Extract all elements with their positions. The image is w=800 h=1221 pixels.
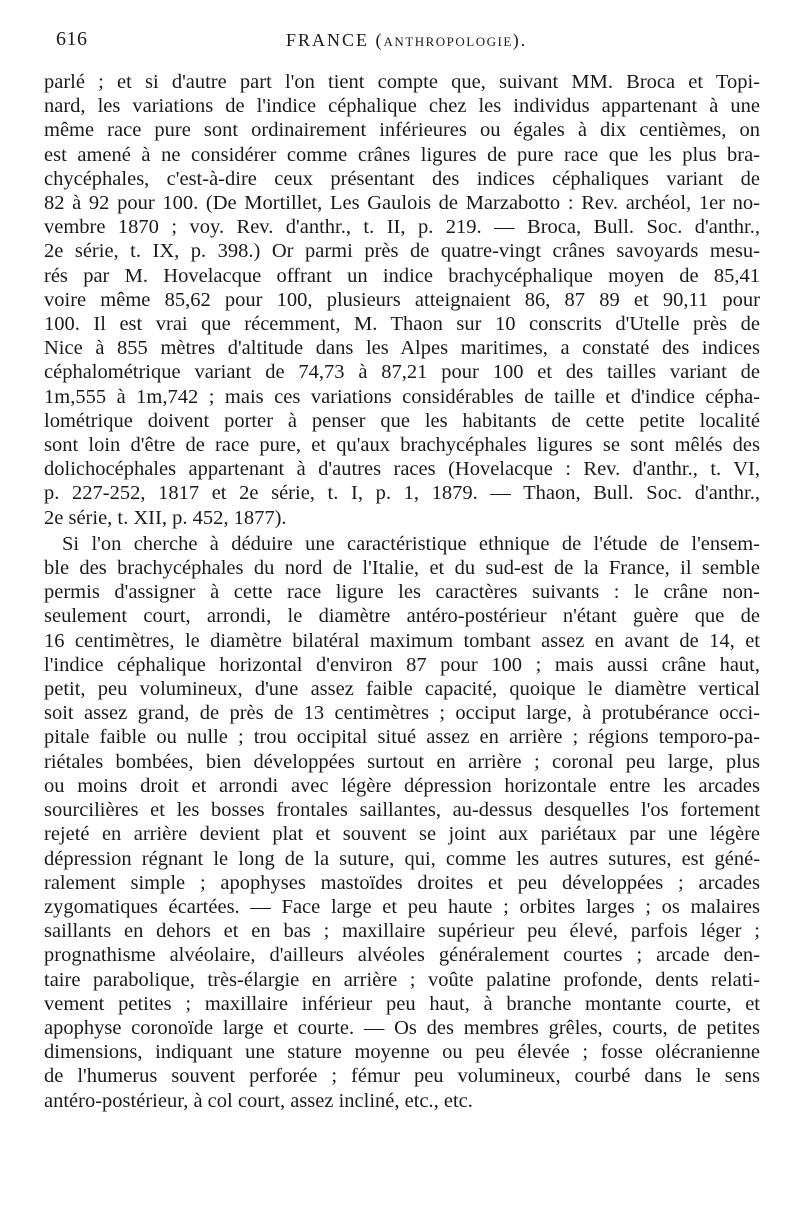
text-line: taire parabolique, très-élargie en arrière ; voûte palatine profonde, dents relati- [44,968,760,991]
text-line: riétales bombées, bien développées surtout en arrière ; coronal peu large, plus [44,750,760,773]
text-line: apophyse coronoïde large et courte. — Os des membres grêles, courts, de petites [44,1016,760,1039]
text-line: parlé ; et si d'autre part l'on tient compte que, suivant MM. Broca et Topi- [44,71,760,93]
text-line: voire même 85,62 pour 100, plusieurs atteignaient 86, 87 89 et 90,11 pour [44,288,760,311]
text-line: pitale faible ou nulle ; trou occipital situé assez en arrière ; régions temporo-pa- [44,726,760,749]
text-line: vembre 1870 ; voy. Rev. d'anthr., t. II, p. 219. — Broca, Bull. Soc. d'anthr., [44,216,760,239]
text-line: nard, les variations de l'indice céphalique chez les individus appartenant à une [44,95,760,118]
text-line: chycéphales, c'est-à-dire ceux présentant des indices céphaliques variant de [44,167,760,190]
text-line: ou moins droit et arrondi avec légère dépression horizontale entre les arcades [44,774,760,797]
text-line: vement petites ; maxillaire inférieur peu haut, à branche montante courte, et [44,992,760,1015]
text-line: p. 227-252, 1817 et 2e série, t. I, p. 1, 1879. — Thaon, Bull. Soc. d'anthr., [44,482,760,505]
text-line: permis d'assigner à cette race ligure les caractères suivants : le crâne non- [44,581,760,604]
paragraph-1 [44,70,760,530]
running-head-subtitle: ANTHROPOLOGIE [383,34,513,49]
text-line: soit assez grand, de près de 13 centimètres ; occiput large, à protubérance occi- [44,702,760,725]
text-line: Nice à 855 mètres d'altitude dans les Alpes maritimes, a constaté des indices [44,337,760,360]
text-line: seulement court, arrondi, le diamètre antéro-postérieur n'étant guère que de [44,605,760,628]
text-line: 1m,555 à 1m,742 ; mais ces variations considérables de taille et d'indice cépha- [44,385,760,408]
text-line: 2e série, t. IX, p. 398.) Or parmi près de quatre-vingt crânes savoyards mesu- [44,240,760,263]
text-line: antéro-postérieur, à col court, assez incliné, etc., etc. [44,1089,473,1112]
text-line: sont loin d'être de race pure, et qu'aux brachycéphales ligures se sont mêlés des [44,434,760,457]
text-line: sourcilières et les bosses frontales saillantes, au-dessus desquelles l'os fortement [44,799,760,822]
text-line: de l'humerus souvent perforée ; fémur peu volumineux, courbé dans le sens [44,1065,760,1088]
text-line: rés par M. Hovelacque offrant un indice brachycéphalique moyen de 85,41 [44,264,760,287]
text-line: saillants en dehors et en bas ; maxillaire supérieur peu élevé, parfois léger ; [44,920,760,943]
text-line: prognathisme alvéolaire, d'ailleurs alvéoles généralement courtes ; arcade den- [44,944,760,967]
running-head-title: FRANCE ( [286,30,384,50]
text-line: 2e série, t. XII, p. 452, 1877). [44,506,287,529]
page-number: 616 [56,28,88,50]
text-line: dimensions, indiquant une stature moyenne ou peu élevée ; fosse olécranienne [44,1041,760,1064]
text-line: dolichocéphales appartenant à d'autres races (Hovelacque : Rev. d'anthr., t. VI, [44,458,760,481]
text-line: zygomatiques écartées. — Face large et peu haute ; orbites larges ; os malaires [44,895,760,918]
text-line: 82 à 92 pour 100. (De Mortillet, Les Gaulois de Marzabotto : Rev. archéol, 1er no- [44,192,760,215]
text-line: ble des brachycéphales du nord de l'Italie, et du sud-est de la France, il semble [44,557,760,580]
running-head [286,30,527,51]
page-header [56,28,760,58]
text-line: ralement simple ; apophyses mastoïdes droites et peu développées ; arcades [44,871,760,894]
text-line: lométrique doivent porter à penser que les habitants de cette petite localité [44,409,760,432]
body-text [44,70,760,1113]
running-head-close: ). [512,30,528,50]
text-line: petit, peu volumineux, d'une assez faible capacité, quoique le diamètre vertical [44,678,760,701]
text-line: 16 centimètres, le diamètre bilatéral maximum tombant assez en avant de 14, et [44,629,760,652]
text-line: dépression régnant le long de la suture, qui, comme les autres sutures, est géné- [44,847,760,870]
text-line: Si l'on cherche à déduire une caractéristique ethnique de l'étude de l'ensem- [62,532,760,555]
text-line: 100. Il est vrai que récemment, M. Thaon sur 10 conscrits d'Utelle près de [44,313,760,336]
paragraph-2 [44,532,760,1113]
text-line: rejeté en arrière devient plat et souvent se joint aux pariétaux par une légère [44,823,760,846]
text-line: l'indice céphalique horizontal d'environ 87 pour 100 ; mais aussi crâne haut, [44,653,760,676]
text-line: est amené à ne considérer comme crânes ligures de pure race que les plus bra- [44,143,760,166]
text-line: céphalométrique variant de 74,73 à 87,21 pour 100 et des tailles variant de [44,361,760,384]
text-line: même race pure sont ordinairement inférieures ou égales à dix centièmes, on [44,119,760,142]
